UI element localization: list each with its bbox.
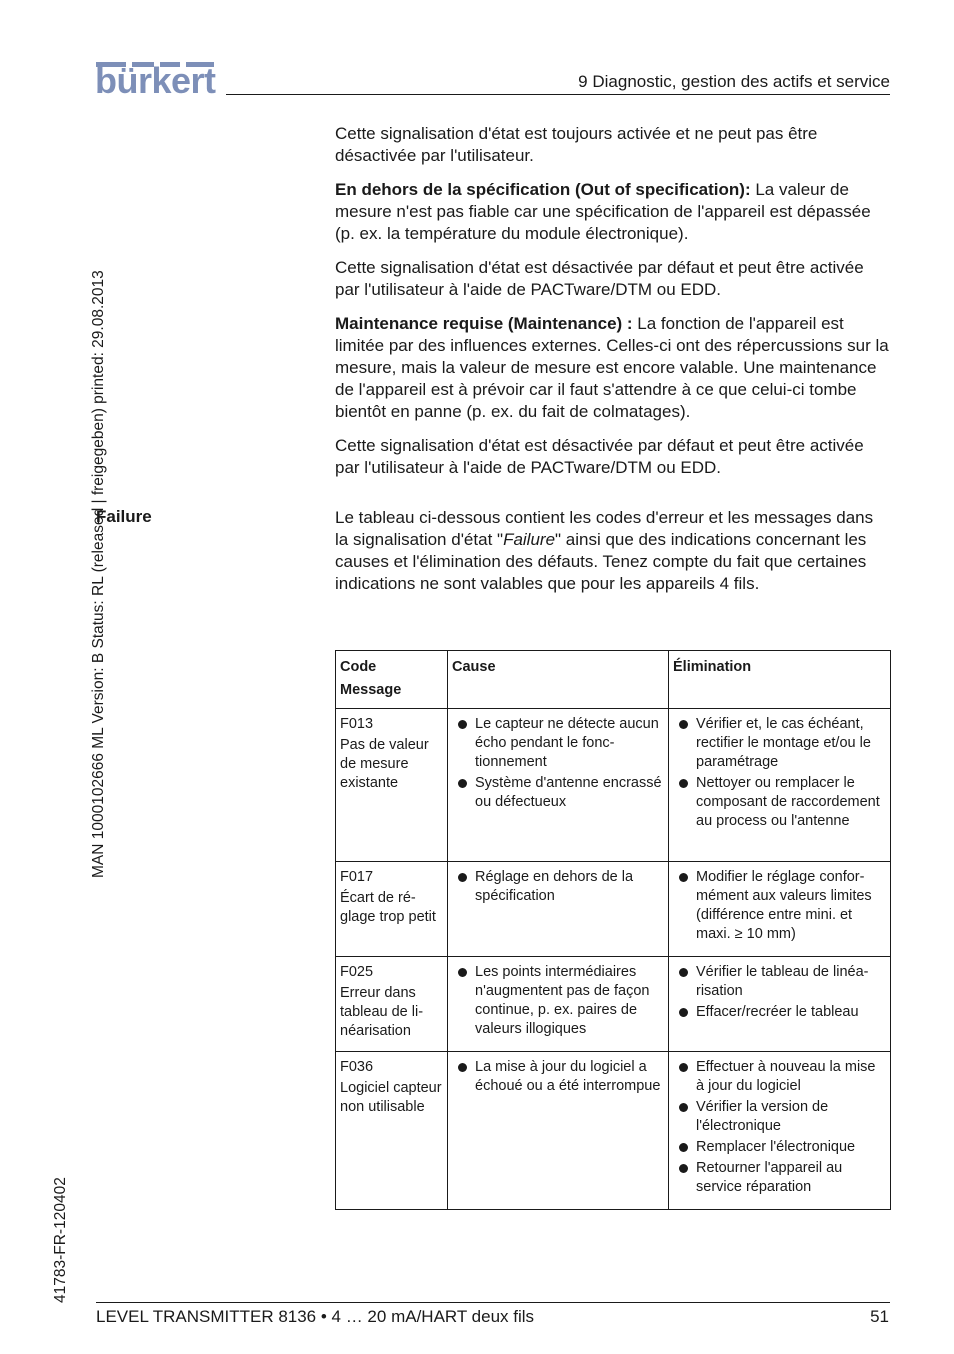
cause-cell [448, 1052, 669, 1210]
list-item: Modifier le réglage conformément aux valeurs limites (différence entre mini. et maxi. ≥ 10 mm) [673, 868, 887, 944]
code-cell: F036 Logiciel capteur non utilisable [336, 1052, 448, 1210]
elimination-cell [669, 862, 891, 957]
body-text [335, 123, 891, 491]
table-header-row [336, 651, 891, 709]
table-row [336, 862, 891, 957]
list-item: Le capteur ne détecte aucun écho pendant le fonctionnement [452, 715, 665, 772]
footer-product: LEVEL TRANSMITTER 8136 • 4 … 20 mA/HART deux fils [96, 1307, 535, 1326]
paragraph-default-disabled-2: Cette signalisation d'état est désactivée par défaut et peut être activée par l'utilisateur à l'aide de PACTware/DTM ou EDD. [335, 436, 864, 477]
code-cell: F017 Écart de réglage trop petit [336, 862, 448, 957]
list-item: Retourner l'appareil au service réparation [673, 1159, 887, 1197]
list-item: Effectuer à nouveau la mise à jour du logiciel [673, 1058, 887, 1096]
table-row [336, 1052, 891, 1210]
paragraph-out-of-spec: En dehors de la spécification (Out of specification): La valeur de mesure n'est pas fiable car une spécification de l'appareil est dépassée (p. ex. la température du module électronique). [335, 180, 871, 243]
paragraph-failure: Le tableau ci-dessous contient les codes d'erreur et les messages dans la signalisation d'état "Failure" ainsi que des indications concernant les causes et l'élimination des défauts. Tenez compte du fait que certaines indications ne sont valables que pour les appareils 4 fils. [335, 508, 874, 593]
code-cell: F025 Erreur dans tableau de linéarisation [336, 957, 448, 1052]
cause-cell [448, 957, 669, 1052]
header-rule [226, 94, 890, 95]
document-number: 41783-FR-120402 [52, 1177, 69, 1303]
list-item: Remplacer l'électronique [673, 1138, 887, 1157]
table-row [336, 709, 891, 862]
elimination-cell [669, 957, 891, 1052]
error-code-table [335, 650, 891, 1210]
burkert-logo [96, 62, 214, 100]
cause-cell [448, 709, 669, 862]
list-item: Effacer/recréer le tableau [673, 1003, 887, 1022]
elimination-cell [669, 1052, 891, 1210]
header-elimination: Élimination [669, 651, 891, 709]
table-row [336, 957, 891, 1052]
list-item: Vérifier et, le cas échéant, rectifier le montage et/ou le paramétrage [673, 715, 887, 772]
page-number: 51 [870, 1307, 889, 1326]
list-item: La mise à jour du logiciel a échoué ou a été interrompue [452, 1058, 665, 1096]
cause-cell [448, 862, 669, 957]
chapter-title: 9 Diagnostic, gestion des actifs et service [578, 72, 890, 91]
list-item: Système d'antenne encrassé ou défectueux [452, 774, 665, 812]
list-item: Vérifier le tableau de linéarisation [673, 963, 887, 1001]
header-cause: Cause [448, 651, 669, 709]
document-meta: MAN 1000102666 ML Version: B Status: RL (released | freigegeben) printed: 29.08.2013 [90, 270, 107, 878]
list-item: Vérifier la version de l'électronique [673, 1098, 887, 1136]
term-out-of-spec: En dehors de la spécification (Out of specification): [335, 180, 751, 199]
elimination-cell [669, 709, 891, 862]
paragraph-default-disabled-1: Cette signalisation d'état est désactivée par défaut et peut être activée par l'utilisateur à l'aide de PACTware/DTM ou EDD. [335, 258, 864, 299]
header-code-message: Code Message [336, 651, 448, 709]
term-maintenance: Maintenance requise (Maintenance) : [335, 314, 633, 333]
footer-rule [96, 1302, 890, 1303]
paragraph-maintenance: Maintenance requise (Maintenance) : La fonction de l'appareil est limitée par des influences externes. Celles-ci ont des répercussions sur la mesure, mais la valeur de mesure est encore valable. Une maintenance de l'appareil est à prévoir car il faut s'attendre à ce que celui-ci tombe bientôt en panne (p. ex. du fait de colmatages). [335, 314, 889, 421]
failure-heading: Failure [96, 507, 152, 526]
code-cell: F013 Pas de valeur de mesure existante [336, 709, 448, 862]
list-item: Nettoyer ou remplacer le composant de raccordement au process ou l'antenne [673, 774, 887, 831]
logo-wordmark: bürkert [95, 60, 216, 101]
list-item: Réglage en dehors de la spécification [452, 868, 665, 906]
paragraph-always-active: Cette signalisation d'état est toujours activée et ne peut pas être désactivée par l'utilisateur. [335, 124, 818, 165]
list-item: Les points intermédiaires n'augmentent pas de façon continue, p. ex. paires de valeurs illogiques [452, 963, 665, 1039]
